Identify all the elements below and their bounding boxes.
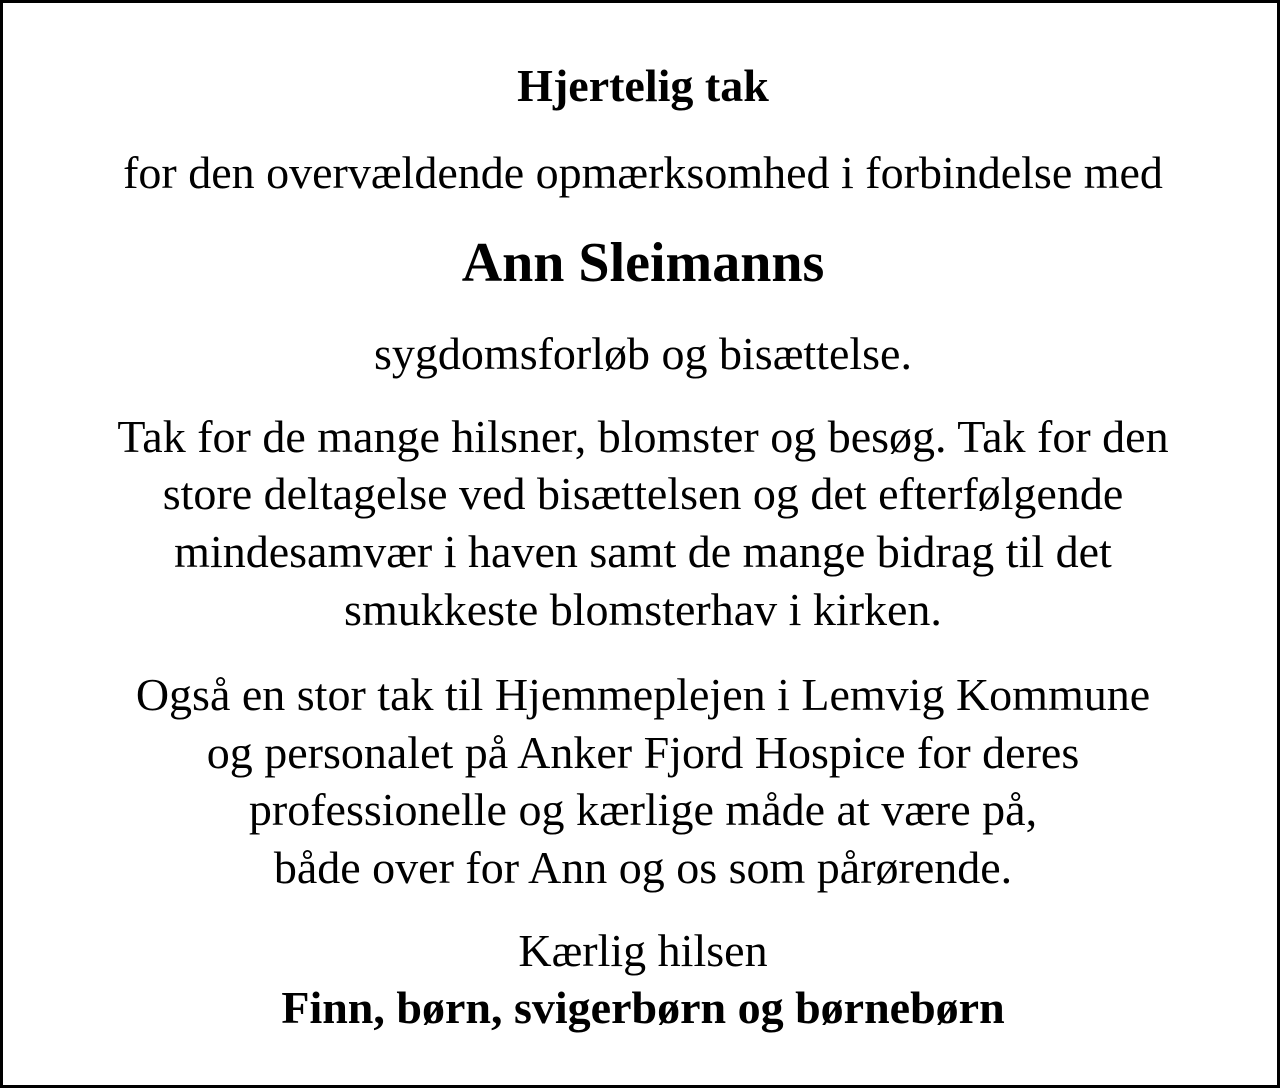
paragraph2-line-2: og personalet på Anker Fjord Hospice for deres [206,727,1080,778]
notice-occasion: sygdomsforløb og bisættelse. [374,328,912,379]
notice-heading: Hjertelig tak [517,60,769,111]
greeting: Kærlig hilsen [518,925,768,976]
paragraph1-line-1: Tak for de mange hilsner, blomster og besøg. Tak for den [117,411,1169,462]
paragraph1-line-4: smukkeste blomsterhav i kirken. [344,584,942,635]
paragraph2-line-4: både over for Ann og os som pårørende. [273,842,1013,893]
paragraph1-line-2: store deltagelse ved bisættelsen og det efterfølgende [162,468,1124,519]
signature: Finn, børn, svigerbørn og børnebørn [281,982,1005,1033]
paragraph1-line-3: mindesamvær i haven samt de mange bidrag til det [174,526,1112,577]
paragraph2-line-3: professionelle og kærlige måde at være på, [248,784,1038,835]
paragraph2-line-1: Også en stor tak til Hjemmeplejen i Lemvig Kommune [135,669,1151,720]
deceased-name: Ann Sleimanns [461,232,825,294]
notice-intro: for den overvældende opmærksomhed i forbindelse med [123,147,1163,198]
